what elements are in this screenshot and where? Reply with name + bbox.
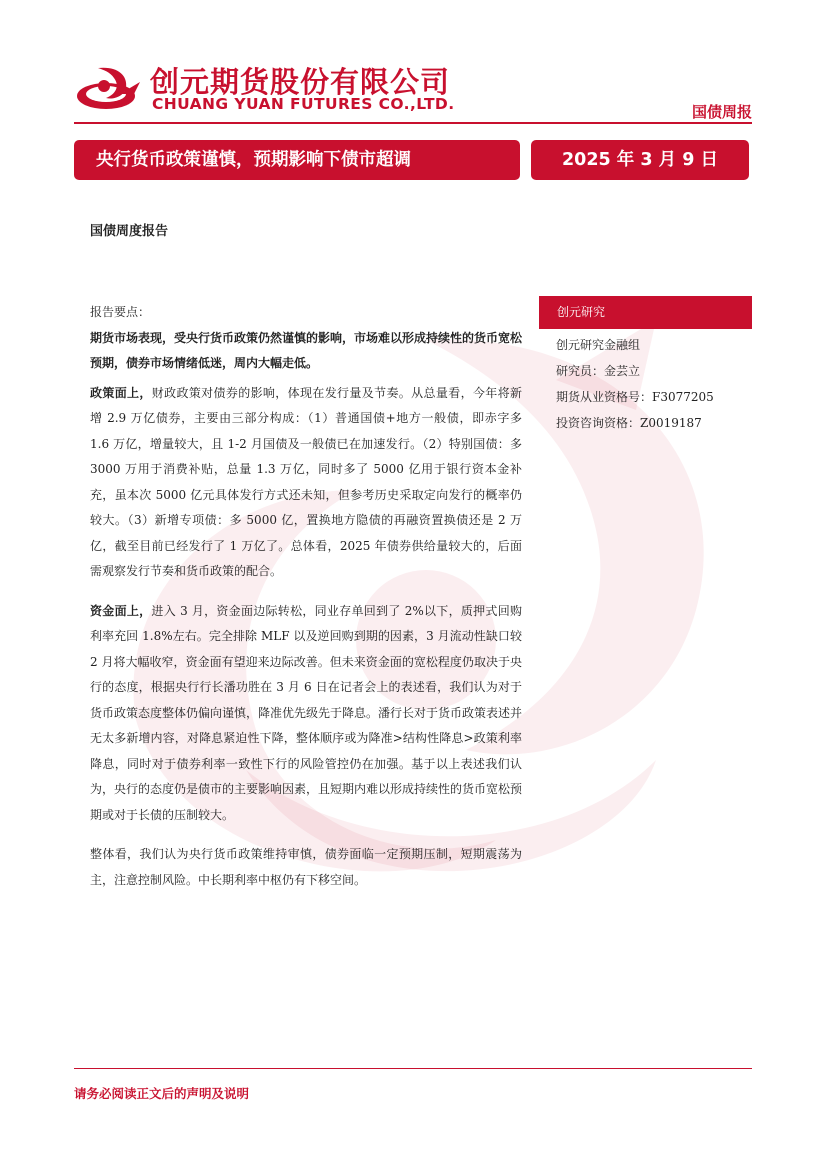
section-policy (90, 381, 522, 585)
footer-notice: 请务必阅读正文后的声明及说明 (74, 1086, 250, 1101)
report-title: 央行货币政策谨慎，预期影响下债市超调 (96, 150, 411, 170)
company-name-cn: 创元期货股份有限公司 (150, 65, 451, 99)
sidebar-item: 创元研究金融组 (556, 338, 641, 352)
section-text: 进入 3 月，资金面边际转松，同业存单回到了 2%以下，质押式回购利率充回 1.8%左右。完全排除 MLF 以及逆回购到期的因素，3 月流动性缺口较 2 月将大幅收窄，资金面有望迎来边际改善。但未来资金面的宽松程度仍取决于央行的态度，根据央行行长潘功胜在 3 月 6 日在记者会上的表述看，我们认为对于货币政策态度整体仍偏向谨慎，降准优先级先于降息。潘行长对于货币政策表述并无太多新增内容，对降息紧迫性下降，整体顺序或为降准>结构性降息>政策利率降息，同时对于债券利率一致性下行的风险管控仍在加强。基于以上表述我们认为，央行的态度仍是债市的主要影响因素，且短期内难以形成持续性的货币宽松预期或对于长债的压制较大。 (90, 603, 523, 822)
section-lead: 资金面上， (90, 603, 152, 618)
report-title-banner (74, 140, 520, 180)
report-subtitle: 国债周度报告 (90, 224, 169, 239)
report-date: 2025 年 3 月 9 日 (561, 150, 719, 170)
summary-key-points: 期货市场表现，受央行货币政策仍然谨慎的影响，市场难以形成持续性的货币宽松预期，债券市场情绪低迷，周内大幅走低。 (90, 330, 523, 370)
sidebar-item: 投资咨询资格：Z0019187 (556, 416, 702, 430)
sidebar-header: 创元研究 (539, 296, 752, 329)
section-lead: 政策面上， (90, 385, 152, 400)
sidebar-item: 期货从业资格号：F3077205 (556, 390, 714, 404)
sidebar-item: 研究员：金芸立 (556, 364, 641, 378)
sidebar-analyst-info (556, 332, 714, 436)
report-type-label: 国债周报 (691, 103, 752, 121)
summary-label: 报告要点： (90, 305, 151, 319)
report-date-banner (531, 140, 749, 180)
section-liquidity (90, 599, 522, 829)
header-divider (74, 122, 752, 124)
footer-divider (74, 1068, 752, 1069)
chuangyuan-logo-icon (76, 64, 144, 112)
report-body (90, 300, 522, 893)
section-conclusion: 整体看，我们认为央行货币政策维持审慎，债券面临一定预期压制，短期震荡为主，注意控制风险。中长期利率中枢仍有下移空间。 (90, 847, 522, 887)
section-text: 财政政策对债券的影响，体现在发行量及节奏。从总量看，今年将新增 2.9 万亿债券，主要由三部分构成：（1）普通国债+地方一般债，即赤字多 1.6 万亿，增量较大，且 1-2 月国债及一般债已在加速发行。（2）特别国债：多 3000 万用于消费补贴，总量 1.3 万亿，同时多了 5000 亿用于银行资本金补充，虽本次 5000 亿元具体发行方式还未知，但参考历史采取定向发行的概率仍较大。（3）新增专项债：多 5000 亿，置换地方隐债的再融资置换债还是 2 万亿，截至目前已经发行了 1 万亿了。总体看，2025 年债券供给量较大的，后面需观察发行节奏和货币政策的配合。 (90, 385, 522, 578)
company-name-en: CHUANG YUAN FUTURES CO.,LTD. (152, 95, 455, 113)
